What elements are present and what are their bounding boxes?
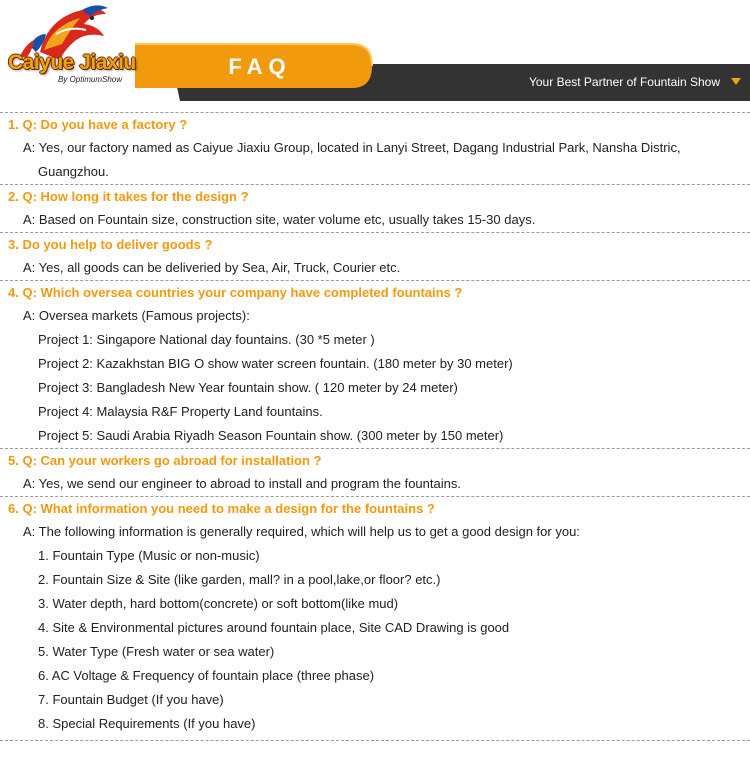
faq-answer-4: A: Oversea markets (Famous projects):: [23, 308, 250, 323]
requirement-item: 2. Fountain Size & Site (like garden, mall? in a pool,lake,or floor? etc.): [38, 572, 441, 587]
faq-question-4: 4. Q: Which oversea countries your company have completed fountains ?: [0, 280, 750, 304]
page-header: [0, 0, 750, 110]
faq-answer-3: A: Yes, all goods can be deliveried by Sea, Air, Truck, Courier etc.: [23, 260, 401, 275]
faq-question-6: 6. Q: What information you need to make a design for the fountains ?: [0, 496, 750, 520]
faq-question-5: 5. Q: Can your workers go abroad for installation ?: [0, 448, 750, 472]
divider: [0, 740, 750, 742]
faq-list: [0, 112, 750, 742]
faq-answer-1: A: Yes, our factory named as Caiyue Jiaxiu Group, located in Lanyi Street, Dagang Industrial Park, Nansha Distric,: [23, 140, 681, 155]
faq-answer-6: A: The following information is generally required, which will help us to get a good design for you:: [23, 524, 580, 539]
brand-subtitle: By OptimumShow: [58, 75, 123, 84]
faq-answer-2: A: Based on Fountain size, construction site, water volume etc, usually takes 15-30 days.: [23, 212, 536, 227]
brand-name: Caiyue Jiaxiu: [8, 51, 136, 74]
requirement-item: 7. Fountain Budget (If you have): [38, 692, 224, 707]
requirement-item: 3. Water depth, hard bottom(concrete) or soft bottom(like mud): [38, 596, 399, 611]
faq-question-2: 2. Q: How long it takes for the design ?: [0, 184, 750, 208]
dropdown-arrow-icon: [731, 78, 741, 85]
project-item: Project 4: Malaysia R&F Property Land fountains.: [38, 404, 323, 419]
requirement-item: 6. AC Voltage & Frequency of fountain place (three phase): [38, 668, 375, 683]
requirement-item: 1. Fountain Type (Music or non-music): [38, 548, 260, 563]
faq-answer-5: A: Yes, we send our engineer to abroad to install and program the fountains.: [23, 476, 461, 491]
project-item: Project 2: Kazakhstan BIG O show water screen fountain. (180 meter by 30 meter): [38, 356, 513, 371]
project-item: Project 1: Singapore National day fountains. (30 *5 meter ): [38, 332, 375, 347]
requirement-item: 4. Site & Environmental pictures around fountain place, Site CAD Drawing is good: [38, 620, 510, 635]
project-item: Project 5: Saudi Arabia Riyadh Season Fountain show. (300 meter by 150 meter): [38, 428, 504, 443]
requirement-item: 5. Water Type (Fresh water or sea water): [38, 644, 275, 659]
faq-question-3: 3. Do you help to deliver goods ?: [0, 232, 750, 256]
tagline: Your Best Partner of Fountain Show: [528, 75, 720, 89]
faq-answer-1-continued: Guangzhou.: [38, 164, 109, 179]
requirement-item: 8. Special Requirements (If you have): [38, 716, 256, 731]
faq-question-1: 1. Q: Do you have a factory ?: [0, 112, 750, 136]
page-title: FAQ: [228, 54, 292, 79]
project-item: Project 3: Bangladesh New Year fountain show. ( 120 meter by 24 meter): [38, 380, 458, 395]
